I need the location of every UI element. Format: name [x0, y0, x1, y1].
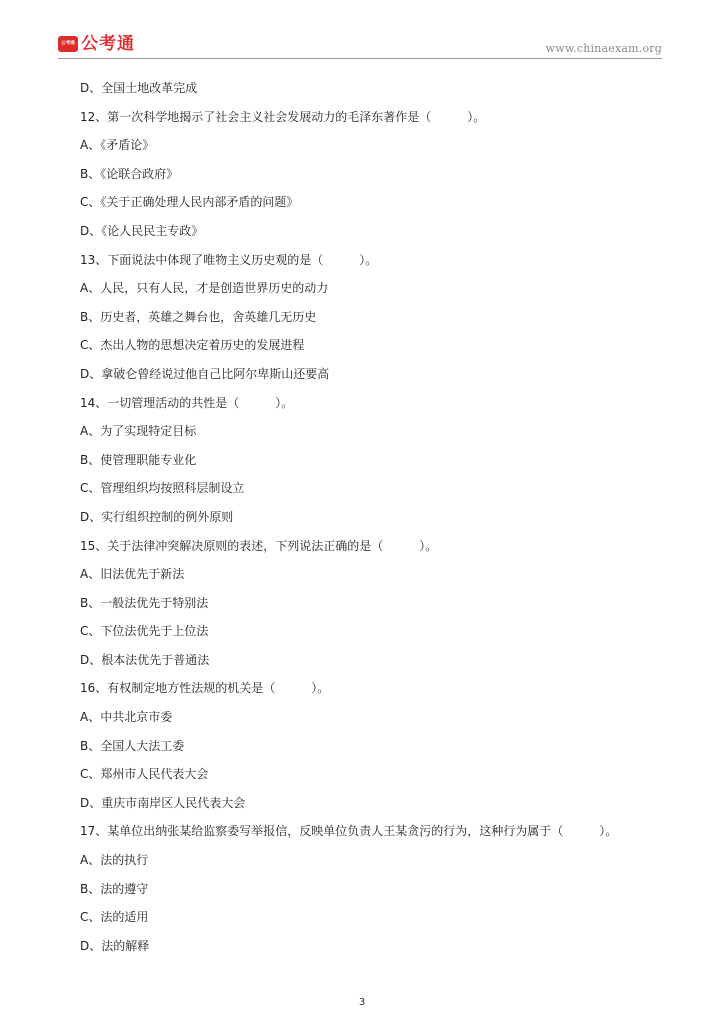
- answer-option: C、《关于正确处理人民内部矛盾的问题》: [80, 195, 299, 210]
- answer-option: B、使管理职能专业化: [80, 452, 197, 467]
- answer-option: D、全国土地改革完成: [80, 81, 198, 95]
- page-header: [58, 34, 662, 59]
- answer-option: A、法的执行: [80, 853, 149, 868]
- answer-option: B、法的遵守: [80, 881, 149, 896]
- page-number: 3: [358, 997, 366, 1008]
- answer-option: C、管理组织均按照科层制设立: [80, 481, 245, 496]
- answer-option: A、《矛盾论》: [80, 138, 155, 153]
- answer-option: D、拿破仑曾经说过他自己比阿尔卑斯山还要高: [80, 366, 330, 381]
- answer-option: A、旧法优先于新法: [80, 567, 185, 582]
- question-stem: 12、第一次科学地揭示了社会主义社会发展动力的毛泽东著作是（ ）。: [80, 109, 486, 124]
- answer-option: A、为了实现特定目标: [80, 424, 197, 439]
- question-stem: 15、关于法律冲突解决原则的表述，下列说法正确的是（ ）。: [80, 538, 438, 553]
- answer-option: C、郑州市人民代表大会: [80, 767, 209, 782]
- answer-option: C、杰出人物的思想决定着历史的发展进程: [80, 338, 305, 353]
- answer-option: D、根本法优先于普通法: [80, 652, 210, 667]
- site-url: www.chinaexam.org: [545, 42, 662, 55]
- answer-option: D、法的解释: [80, 938, 150, 953]
- answer-option: B、历史者，英雄之舞台也，舍英雄几无历史: [80, 309, 317, 324]
- answer-option: A、中共北京市委: [80, 710, 173, 725]
- question-stem: 14、一切管理活动的共性是（ ）。: [80, 395, 294, 410]
- question-stem: 16、有权制定地方性法规的机关是（ ）。: [80, 681, 330, 696]
- logo-text: 公考通: [81, 34, 135, 54]
- answer-option: B、《论联合政府》: [80, 166, 179, 181]
- answer-option: B、一般法优先于特别法: [80, 595, 209, 610]
- answer-option: C、下位法优先于上位法: [80, 624, 209, 639]
- answer-option: D、实行组织控制的例外原则: [80, 509, 234, 524]
- question-stem: 17、某单位出纳张某给监察委写举报信，反映单位负责人王某贪污的行为，这种行为属于（ ）。: [80, 824, 618, 839]
- answer-option: D、重庆市南岸区人民代表大会: [80, 795, 246, 810]
- logo-badge-icon: 公考通: [58, 36, 78, 52]
- question-stem: 13、下面说法中体现了唯物主义历史观的是（ ）。: [80, 252, 378, 267]
- answer-option: B、全国人大法工委: [80, 738, 185, 753]
- brand-logo: [58, 34, 135, 54]
- answer-option: D、《论人民民主专政》: [80, 223, 204, 238]
- answer-option: C、法的适用: [80, 910, 149, 925]
- question-list: [80, 78, 680, 964]
- answer-option: A、人民，只有人民，才是创造世界历史的动力: [80, 281, 329, 296]
